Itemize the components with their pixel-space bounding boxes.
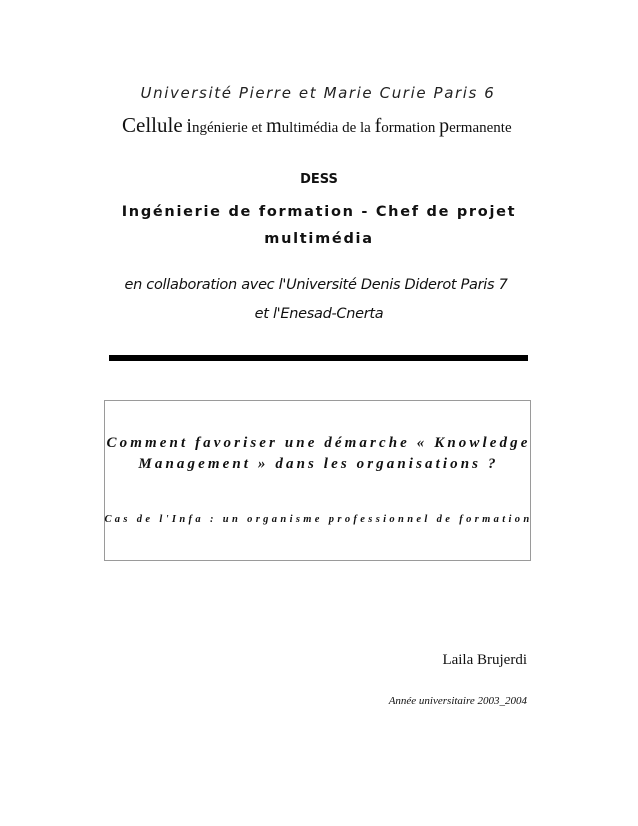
cellule-initial-f: f: [374, 115, 382, 137]
cellule-initial-m: m: [266, 115, 282, 137]
cellule-word: Cellule: [122, 113, 183, 137]
thesis-title-line1: Comment favoriser une démarche « Knowledge: [106, 435, 531, 451]
cellule-text-multimedia: ultimédia de la: [281, 120, 375, 136]
collaboration-line1: en collaboration avec l'Université Denis Diderot Paris 7: [124, 277, 508, 293]
horizontal-rule: [109, 355, 528, 361]
cellule-text-formation: ormation: [381, 120, 440, 136]
program-title: [0, 199, 638, 253]
degree-label: DESS: [300, 172, 338, 187]
university-name: [0, 84, 638, 102]
thesis-title: [104, 433, 533, 475]
cellule-initial-p: p: [439, 115, 450, 137]
university-name-text: Université Pierre et Marie Curie Paris 6: [140, 84, 496, 102]
program-title-line1: Ingénierie de formation - Chef de projet: [121, 204, 517, 220]
program-title-line2: multimédia: [264, 231, 374, 247]
cellule-text-ingenierie: ngénierie et: [191, 120, 267, 136]
author-name: Laila Brujerdi: [442, 652, 527, 668]
cellule-text-permanente: ermanente: [449, 120, 512, 136]
cellule-initial-i: i: [186, 115, 192, 137]
thesis-title-box: [104, 400, 531, 561]
thesis-title-line2: Management » dans les organisations ?: [138, 456, 499, 472]
thesis-subtitle: Cas de l'Infa : un organisme professionnel de formation: [104, 514, 533, 525]
cellule-line: [122, 111, 512, 142]
collaboration-line2: et l'Enesad-Cnerta: [254, 306, 384, 322]
academic-year: Année universitaire 2003_2004: [388, 695, 527, 707]
collaboration-text: [0, 271, 638, 329]
